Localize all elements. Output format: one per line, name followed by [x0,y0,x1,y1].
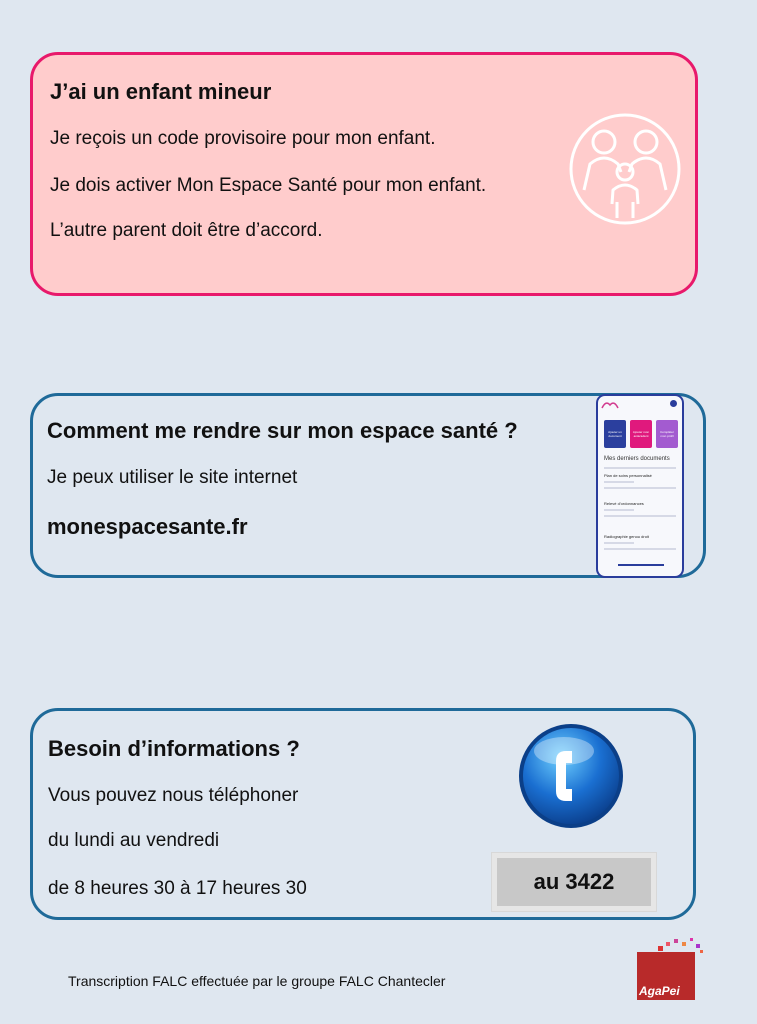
tile-add-document[interactable]: Ajouter un document [604,420,626,448]
phone-number-box [491,852,657,912]
phone-number[interactable]: au 3422 [533,869,615,894]
home-indicator [618,564,664,566]
card-information-line-3: de 8 heures 30 à 17 heures 30 [48,878,307,899]
card-minor-child-title: J’ai un enfant mineur [50,79,272,104]
footer-credit: Transcription FALC effectuée par le groupe FALC Chantecler [68,973,446,989]
card-information-line-2: du lundi au vendredi [48,830,220,851]
card-access-space [30,393,706,578]
card-minor-child-line-1: Je reçois un code provisoire pour mon enfant. [50,128,436,149]
placeholder-bar [604,515,676,517]
card-minor-child-line-3: L’autre parent doit être d’accord. [50,220,323,241]
placeholder-bar [604,509,634,511]
tile-add-history[interactable]: Ajouter mon antécédent [630,420,652,448]
placeholder-bar [604,481,634,483]
phone-doc-3[interactable]: Radiographie genou droit [604,534,649,539]
phone-doc-2[interactable]: Relevé d’ordonnances [604,501,644,506]
website-link[interactable]: monespacesante.fr [47,514,248,539]
card-access-space-title: Comment me rendre sur mon espace santé ? [47,418,518,443]
placeholder-bar [604,548,676,550]
profile-icon[interactable] [670,400,677,407]
card-access-space-line: Je peux utiliser le site internet [47,467,298,488]
phone-documents-heading: Mes derniers documents [604,456,670,462]
logo-text: AgaPei [639,984,680,998]
placeholder-bar [604,542,634,544]
phone-doc-1[interactable]: Plan de soins personnalisé [604,473,652,478]
agapei-logo [636,936,706,1002]
phone-mockup [596,394,684,578]
phone-icon[interactable] [516,721,626,831]
card-information-line-1: Vous pouvez nous téléphoner [48,785,299,806]
card-information-title: Besoin d’informations ? [48,736,300,761]
card-minor-child [30,52,698,296]
tile-complete-profile[interactable]: Compléter mon profil [656,420,678,448]
app-logo-icon [600,398,620,410]
card-minor-child-line-2: Je dois activer Mon Espace Santé pour mon enfant. [50,175,487,196]
placeholder-bar [604,487,676,489]
family-icon [568,112,682,226]
divider [604,467,676,469]
